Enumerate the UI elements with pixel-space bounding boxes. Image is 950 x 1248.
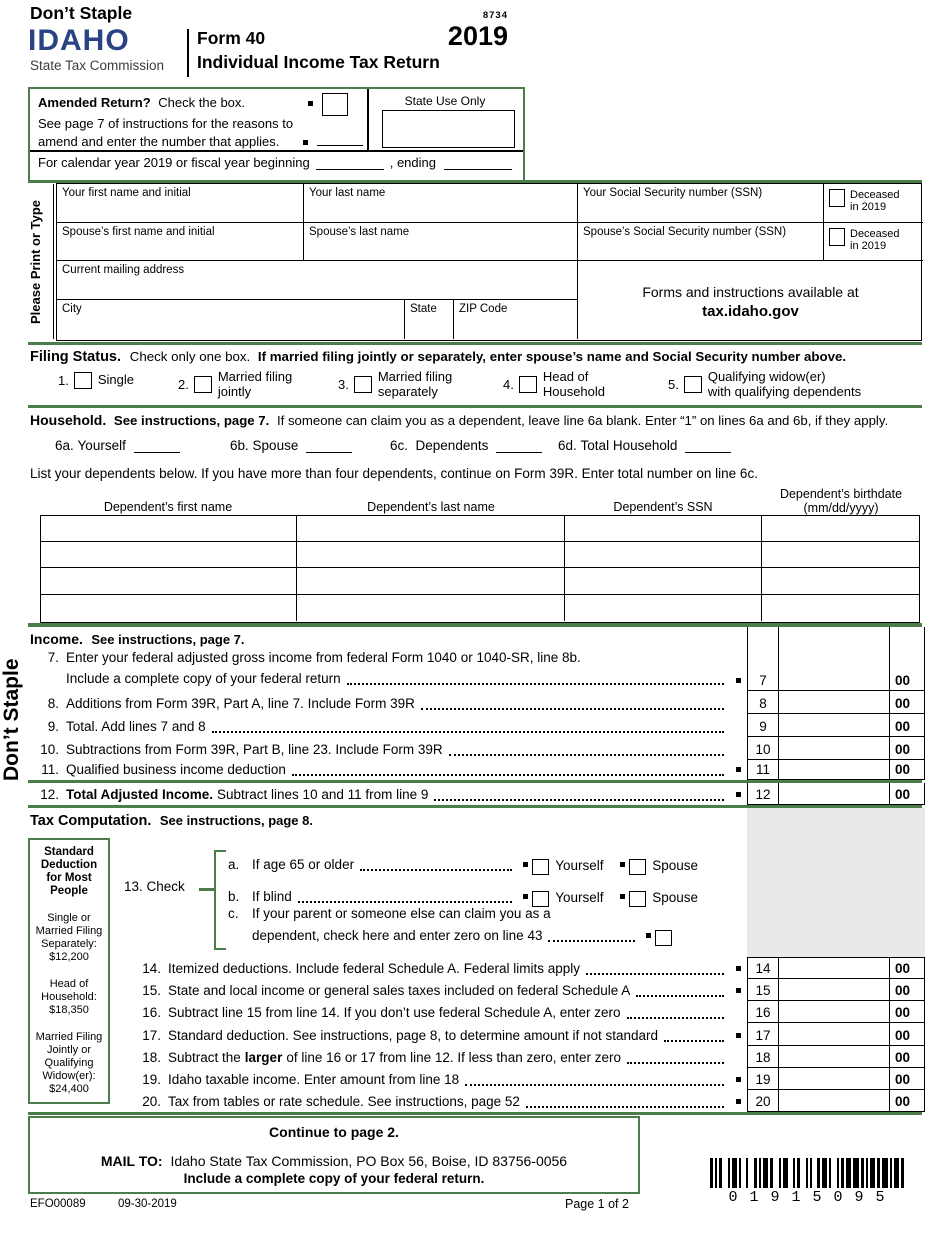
line-13-dash [199,888,214,891]
income-title: Income. [30,631,83,647]
dependent-row [41,595,919,621]
form-title: Individual Income Tax Return [197,52,440,72]
amended-question-bold: Amended Return? [38,95,151,110]
leader-dots [465,1084,724,1086]
yourself-label: Yourself [555,858,604,873]
filing-head-household-checkbox[interactable] [519,376,537,393]
dependent-2-last-name-cell[interactable] [297,542,565,567]
forms-note [578,261,923,339]
tax-year: 2019 [447,21,508,51]
leader-dots [360,869,512,871]
line-12-bullet-icon [736,792,741,797]
leader-dots [664,1040,724,1042]
line-13b-letter: b. [228,889,240,904]
line-20-amount-field[interactable] [779,1090,889,1112]
revision-date: 09-30-2019 [118,1198,177,1210]
line-8-amount-field[interactable] [779,691,889,714]
dependent-4-first-name-cell[interactable] [41,595,297,621]
line-13c-text1: If your parent or someone else can claim you as a [252,906,551,921]
header-divider [187,29,189,77]
dependent-4-ssn-cell[interactable] [565,595,762,621]
filing-option-number: 4. [503,377,514,392]
bullet-icon [620,862,625,867]
line-number: 15. [142,983,161,998]
line-16-row [120,1001,925,1023]
line-8-cents: 00 [889,691,925,714]
dependent-row [41,516,919,542]
line-number: 9. [47,719,59,734]
amended-instructions-line2: amend and enter the number that applies. [38,134,280,149]
household-subtitle: See instructions, page 7. [113,413,270,428]
form-barcode-number: 8734 [482,10,508,21]
print-or-type-side-label: Please Print or Type [28,184,54,339]
line-20-text: Tax from tables or rate schedule. See instructions, page 52 [168,1094,520,1109]
line-12-text: Total Adjusted Income. Subtract lines 10 and 11 from line 9 [66,787,429,802]
line-number: 19. [142,1072,161,1087]
line-19-bullet-icon [736,1077,741,1082]
ssn-field[interactable] [578,184,824,223]
household-spouse-field[interactable] [306,438,352,453]
line-13c-letter: c. [228,906,239,921]
leader-dots [434,799,724,801]
income-subtitle: See instructions, page 7. [91,632,245,647]
leader-dots [586,973,724,975]
deceased-checkbox[interactable] [829,189,845,207]
filing-option-head-of-household [503,370,605,399]
state-label: State [410,303,437,315]
idaho-logo: IDAHO [28,24,130,57]
filing-status-subtitle: Check only one box. [129,349,251,364]
line-13b-spouse-checkbox[interactable] [629,891,646,907]
line-8-number: 8 [747,691,779,714]
dependent-birthdate-header: Dependent’s birthdate (mm/dd/yyyy) [779,487,903,515]
line-11-number: 11 [747,760,779,780]
line-number: 18. [142,1050,161,1065]
dependent-3-first-name-cell[interactable] [41,568,297,593]
line-9-amount-field[interactable] [779,714,889,737]
line-13-label: 13. Check [124,879,185,894]
dependent-row [41,568,919,594]
line-number: 20. [142,1094,161,1109]
line-16-amount-field[interactable] [779,1001,889,1023]
line-9-text: Total. Add lines 7 and 8 [66,719,206,734]
deceased-cell [824,184,923,223]
line-number: 11. [41,762,59,777]
line-13b-row [228,883,698,907]
dependent-1-last-name-cell[interactable] [297,516,565,541]
leader-dots [627,1017,724,1019]
spouse-ssn-field[interactable] [578,223,824,261]
state-use-only-box [382,110,515,148]
dependent-3-last-name-cell[interactable] [297,568,565,593]
line-16-number: 16 [747,1001,779,1023]
leader-dots [347,683,724,685]
household-dependents: 6c. Dependents [390,438,542,453]
footer-box [28,1116,640,1194]
state-use-only-label: State Use Only [404,94,486,108]
line-16-text: Subtract line 15 from line 14. If you don’t use federal Schedule A, enter zero [168,1005,621,1020]
household-text: If someone can claim you as a dependent, leave line 6a blank. Enter “1” on lines 6a and 6b, if they apply. [276,413,889,428]
line-12-amount-field[interactable] [779,783,889,805]
leader-dots [421,708,724,710]
dependent-last-name-header: Dependent’s last name [367,500,495,514]
filing-option-married-separately [338,370,452,399]
line-13-bracket [214,850,226,950]
mail-to-line [30,1153,638,1169]
barcode-bars [710,1158,904,1188]
line-12-cents: 00 [889,783,925,805]
form-id: EFO00089 [30,1198,86,1210]
line-10-cents: 00 [889,737,925,760]
include-federal-note: Include a complete copy of your federal return. [183,1171,485,1186]
amended-check-text: Check the box. [158,95,246,110]
forms-note-url: tax.idaho.gov [702,303,799,320]
line-19-number: 19 [747,1068,779,1090]
dependents-table [40,515,920,623]
amended-number-bullet-icon [303,140,308,145]
line-number: 8. [47,696,59,711]
mailing-address-label: Current mailing address [62,264,185,276]
filing-status-warning: If married filing jointly or separately, enter spouse’s name and Social Security number above. [257,349,847,364]
dependent-2-birthdate-cell[interactable] [762,542,919,567]
last-name-label: Your last name [309,187,386,199]
filing-option-label: Married filing separately [377,369,453,399]
standard-deduction-single: Single or Married Filing Separately: $12,200 [35,912,103,963]
line-13c-checkbox[interactable] [655,930,672,946]
line-13c-line2 [252,922,672,946]
line-13a-yourself-checkbox[interactable] [532,859,549,875]
filing-option-number: 3. [338,377,349,392]
fiscal-year-end-field[interactable] [444,155,512,170]
line-18-amount-field[interactable] [779,1046,889,1068]
household-yourself: 6a. Yourself [55,438,180,453]
line-number: 14. [142,961,161,976]
spouse-last-name-field[interactable] [304,223,578,261]
form-number: Form 40 [197,28,266,48]
line-11-row [34,760,925,780]
filing-status-heading [30,349,846,365]
spouse-label: Spouse [652,858,698,873]
leader-dots [212,731,724,733]
dependent-4-last-name-cell[interactable] [297,595,565,621]
ssn-label: Your Social Security number (SSN) [583,187,763,199]
line-13a-spouse-checkbox[interactable] [629,859,646,875]
forms-note-line1: Forms and instructions available at [642,284,859,300]
line-13b-text: If blind [252,889,292,904]
line-20-bullet-icon [736,1099,741,1104]
zip-field[interactable] [454,300,578,339]
page-indicator: Page 1 of 2 [565,1197,629,1211]
line-15-text: State and local income or general sales taxes included on federal Schedule A [168,983,631,998]
amended-instructions-line1: See page 7 of instructions for the reasons to [38,116,294,131]
tax-heading [30,812,313,830]
bullet-icon [523,862,528,867]
dependents-note: List your dependents below. If you have more than four dependents, continue on Form 39R. Enter total number on line 6c. [30,466,758,481]
line-number: 12. [40,787,59,802]
yourself-label: Yourself [555,890,604,905]
leader-dots [627,1062,724,1064]
spouse-ssn-label: Spouse’s Social Security number (SSN) [583,226,787,238]
line-14-bullet-icon [736,966,741,971]
household-top-rule [28,405,922,408]
amended-horizontal-rule [30,150,523,152]
line-15-bullet-icon [736,988,741,993]
dependent-1-first-name-cell[interactable] [41,516,297,541]
filing-option-label: Head of Household [542,369,605,399]
taxpayer-info-table [56,183,922,341]
dependent-first-name-header: Dependent’s first name [103,500,233,514]
line-19-cents: 00 [889,1068,925,1090]
line-7-cents: 00 [889,627,925,691]
spouse-deceased-cell [824,223,923,261]
line-13c-line1 [228,906,551,921]
household-yourself-field[interactable] [134,438,180,453]
line-17-amount-field[interactable] [779,1023,889,1046]
mail-to-address: Idaho State Tax Commission, PO Box 56, Boise, ID 83756-0056 [170,1153,568,1169]
line-11-bullet-icon [736,767,741,772]
filing-status-title: Filing Status. [30,349,122,365]
dont-staple-top-label: Don’t Staple [30,3,133,23]
zip-label: ZIP Code [459,303,508,315]
standard-deduction-hoh: Head of Household: $18,350 [41,978,97,1016]
line-9-cents: 00 [889,714,925,737]
line-number: 17. [142,1028,161,1043]
spouse-deceased-label: Deceased in 2019 [850,228,900,252]
spouse-first-name-label: Spouse’s first name and initial [62,226,215,238]
filing-option-label: Qualifying widow(er) with qualifying dependents [707,369,862,399]
household-total-field[interactable] [685,438,731,453]
line-10-number: 10 [747,737,779,760]
tax-title: Tax Computation. [30,813,152,829]
line-20-cents: 00 [889,1090,925,1112]
bullet-icon [523,894,528,899]
amended-reason-number-field[interactable] [317,131,363,146]
dependent-ssn-header: Dependent’s SSN [613,500,713,514]
line-19-amount-field[interactable] [779,1068,889,1090]
line-7-row [34,627,925,691]
line-15-cents: 00 [889,979,925,1001]
deceased-label: Deceased in 2019 [850,189,900,213]
leader-dots [636,995,724,997]
line-15-row [120,979,925,1001]
shaded-area [747,808,925,957]
line-7-amount-field[interactable] [779,627,889,691]
line-20-number: 20 [747,1090,779,1112]
filing-option-single [58,372,134,389]
line-number: 16. [142,1005,161,1020]
spouse-label: Spouse [652,890,698,905]
line-12-number: 12 [747,783,779,805]
amended-question [38,95,245,110]
dependent-3-birthdate-cell[interactable] [762,568,919,593]
spouse-deceased-checkbox[interactable] [829,228,845,246]
line-13c-text2: dependent, check here and enter zero on line 43 [252,928,543,943]
line-10-row [34,737,925,760]
filing-option-qualifying-widow [668,370,861,399]
amended-return-section [28,87,525,183]
line-14-amount-field[interactable] [779,957,889,979]
dependent-1-birthdate-cell[interactable] [762,516,919,541]
line-15-number: 15 [747,979,779,1001]
dependent-row [41,542,919,568]
filing-married-jointly-checkbox[interactable] [194,376,212,393]
filing-qualifying-widow-checkbox[interactable] [684,376,702,393]
filing-option-married-jointly [178,370,292,399]
leader-dots [298,901,512,903]
leader-dots [449,754,724,756]
line-20-row [120,1090,925,1112]
line-number: 10. [40,742,59,757]
tax-bottom-rule [28,1112,922,1115]
filing-option-number: 2. [178,377,189,392]
mail-to-label: MAIL TO: [100,1153,163,1169]
line-16-cents: 00 [889,1001,925,1023]
standard-deduction-box [28,838,110,1104]
line-18-text: Subtract the larger of line 16 or 17 from line 12. If less than zero, enter zero [168,1050,622,1065]
line-13a-row [228,851,698,875]
fiscal-year-text: For calendar year 2019 or fiscal year beginning [38,155,310,170]
dependent-4-birthdate-cell[interactable] [762,595,919,621]
amended-return-checkbox[interactable] [322,93,348,116]
line-14-number: 14 [747,957,779,979]
line-19-row [120,1068,925,1090]
dependent-1-ssn-cell[interactable] [565,516,762,541]
line-11-cents: 00 [889,760,925,780]
filing-single-checkbox[interactable] [74,372,92,389]
line-17-number: 17 [747,1023,779,1046]
dependent-2-ssn-cell[interactable] [565,542,762,567]
line-12-row [34,783,925,805]
filing-option-number: 5. [668,377,679,392]
dependent-2-first-name-cell[interactable] [41,542,297,567]
line-18-number: 18 [747,1046,779,1068]
bullet-icon [620,894,625,899]
continue-note: Continue to page 2. [269,1124,399,1140]
filing-status-top-rule [28,342,922,345]
bullet-icon [646,933,651,938]
line-9-number: 9 [747,714,779,737]
line-7-bullet-icon [736,678,741,683]
filing-option-label: Married filing jointly [217,369,293,399]
line-13a-letter: a. [228,857,240,872]
line-18-row [120,1046,925,1068]
standard-deduction-title: Standard Deduction for Most People [40,846,98,897]
spouse-last-name-label: Spouse’s last name [309,226,410,238]
household-total: 6d. Total Household [558,438,731,453]
household-title: Household. [30,412,107,428]
spouse-first-name-field[interactable] [57,223,304,261]
fiscal-year-line [38,155,518,170]
line-7-text: 7. Enter your federal adjusted gross income from federal Form 1040 or 1040-SR, line 8b. Include a complete copy of your federal return [34,627,730,691]
leader-dots [526,1106,724,1108]
line-17-cents: 00 [889,1023,925,1046]
last-name-field[interactable] [304,184,578,223]
leader-dots [548,940,635,942]
line-15-amount-field[interactable] [779,979,889,1001]
dont-staple-side-label: Don’t Staple [0,658,23,781]
line-11-amount-field[interactable] [779,760,889,780]
fiscal-year-begin-field[interactable] [316,155,384,170]
line-17-bullet-icon [736,1033,741,1038]
filing-option-number: 1. [58,373,69,388]
amended-bullet-icon [308,101,313,106]
state-field[interactable] [405,300,454,339]
line-13b-yourself-checkbox[interactable] [532,891,549,907]
idaho-logo-subtitle: State Tax Commission [30,58,165,73]
line-13a-text: If age 65 or older [252,857,355,872]
line-17-row [120,1023,925,1046]
city-label: City [62,303,82,315]
household-spouse: 6b. Spouse [230,438,352,453]
fiscal-year-ending-text: , ending [389,155,436,170]
household-heading [30,412,888,428]
line-7-number: 7 [747,627,779,691]
line-10-amount-field[interactable] [779,737,889,760]
leader-dots [292,774,724,776]
line-14-text: Itemized deductions. Include federal Schedule A. Federal limits apply [168,961,580,976]
line-8-text: Additions from Form 39R, Part A, line 7. Include Form 39R [66,696,415,711]
line-19-text: Idaho taxable income. Enter amount from line 18 [168,1072,460,1087]
household-dependents-field[interactable] [496,438,542,453]
line-18-cents: 00 [889,1046,925,1068]
tax-subtitle: See instructions, page 8. [159,813,313,828]
first-name-label: Your first name and initial [62,187,191,199]
line-11-text: Qualified business income deduction [66,762,286,777]
dependent-3-ssn-cell[interactable] [565,568,762,593]
line-8-row [34,691,925,714]
first-name-field[interactable] [57,184,304,223]
filing-married-separately-checkbox[interactable] [354,376,372,393]
line-14-cents: 00 [889,957,925,979]
barcode-digits: 01915095 [728,1189,897,1206]
line-14-row [120,957,925,979]
line-17-text: Standard deduction. See instructions, page 8, to determine amount if not standard [168,1028,659,1043]
line-9-row [34,714,925,737]
city-field[interactable] [57,300,405,339]
filing-option-label: Single [97,372,134,388]
line-10-text: Subtractions from Form 39R, Part B, line 23. Include Form 39R [66,742,443,757]
mailing-address-field[interactable] [57,261,578,300]
standard-deduction-mfj: Married Filing Jointly or Qualifying Widow(er): $24,400 [35,1031,103,1095]
